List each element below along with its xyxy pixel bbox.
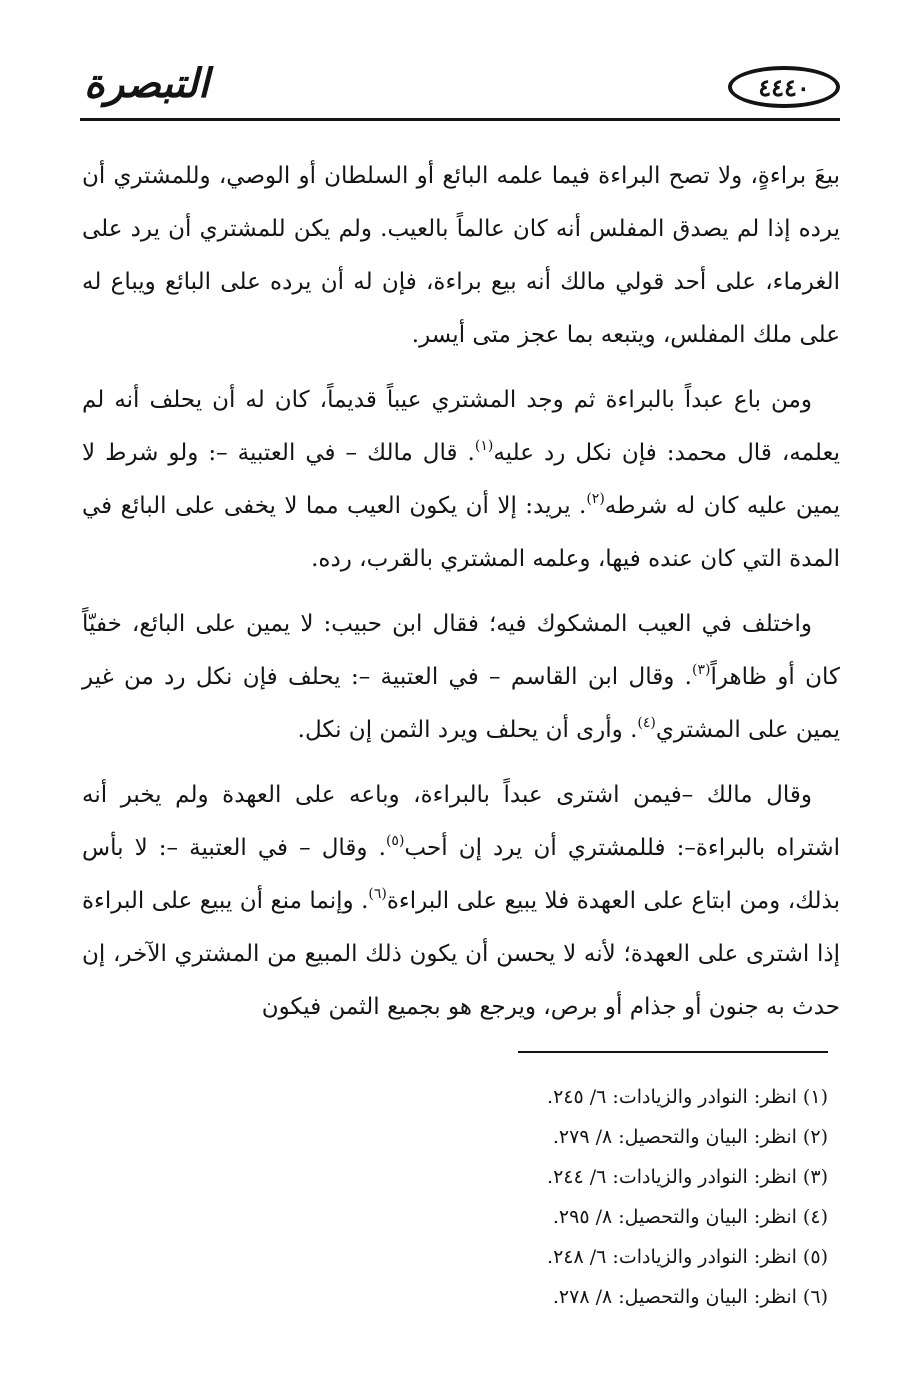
footnote-reference: (٢) (586, 491, 605, 507)
footnote-reference: (٣) (691, 662, 711, 678)
paragraph (82, 769, 840, 1034)
paragraph-text: . وإنما منع أن يبيع على البراءة إذا اشترى على العهدة؛ لأنه لا يحسن أن يكون ذلك المبيع من المشتري الآخر، إن حدث به جنون أو جذام أو برص، ويرجع هو بجميع الثمن فيكون (82, 888, 840, 1020)
footnote-reference: (٤) (637, 715, 656, 731)
paragraph-text: ومن باع عبداً بالبراءة ثم وجد المشتري عيباً قديماً، كان له أن يحلف أنه لم يعلمه، قال محمد: فإن نكل رد عليه (82, 387, 840, 466)
footnotes (228, 1077, 828, 1317)
footnote: (٣) انظر: النوادر والزيادات: ٦/ ٢٤٤. (547, 1166, 828, 1188)
paragraph-text: وقال مالك –فيمن اشترى عبداً بالبراءة، وباعه على العهدة ولم يخبر أنه اشتراه بالبراءة–: فللمشتري أن يرد إن أحب (82, 782, 840, 861)
page-number-badge: ٤٤٤٠ (728, 66, 840, 108)
footnote-separator (518, 1051, 828, 1053)
paragraph-text: . وأرى أن يحلف ويرد الثمن إن نكل. (297, 717, 638, 743)
paragraph (82, 598, 840, 757)
paragraph-text: بيعَ براءةٍ، ولا تصح البراءة فيما علمه البائع أو السلطان أو الوصي، وللمشتري أن يرده إذا لم يصدق المفلس أنه كان عالماً بالعيب. ولم يكن للمشتري أن يرد على الغرماء، على أحد قولي مالك أنه بيع براءة، فإن له أن يرده على البائع ويباع له على ملك المفلس، ويتبعه بما عجز متى أيسر. (82, 163, 840, 348)
footnote-reference: (٥) (385, 833, 405, 849)
page-header (80, 58, 840, 120)
paragraph (82, 150, 840, 362)
body-text (82, 150, 840, 1046)
footnote-reference: (١) (474, 438, 494, 454)
footnote: (٤) انظر: البيان والتحصيل: ٨/ ٢٩٥. (552, 1206, 828, 1228)
header-rule (80, 118, 840, 121)
paragraph-text: . يريد: إلا أن يكون العيب مما لا يخفى على البائع في المدة التي كان عنده فيها، وعلمه المشتري بالقرب، رده. (82, 493, 840, 572)
footnote-reference: (٦) (368, 886, 387, 902)
book-title: التبصرة (84, 60, 210, 107)
paragraph (82, 374, 840, 586)
paragraph-text: . قال مالك – في العتبية –: ولو شرط لا يمين عليه كان له شرطه (82, 440, 840, 519)
paragraph-text: . وقال – في العتبية –: لا بأس بذلك، ومن ابتاع على العهدة فلا يبيع على البراءة (82, 835, 841, 914)
footnote: (٦) انظر: البيان والتحصيل: ٨/ ٢٧٨. (552, 1286, 828, 1308)
footnote: (١) انظر: النوادر والزيادات: ٦/ ٢٤٥. (547, 1086, 828, 1108)
footnote: (٢) انظر: البيان والتحصيل: ٨/ ٢٧٩. (552, 1126, 828, 1148)
paragraph-text: واختلف في العيب المشكوك فيه؛ فقال ابن حبيب: لا يمين على البائع، خفيّاً كان أو ظاهراً (82, 611, 840, 690)
footnote: (٥) انظر: النوادر والزيادات: ٦/ ٢٤٨. (547, 1246, 828, 1268)
paragraph-text: . وقال ابن القاسم – في العتبية –: يحلف فإن نكل رد من غير يمين على المشتري (82, 664, 840, 743)
